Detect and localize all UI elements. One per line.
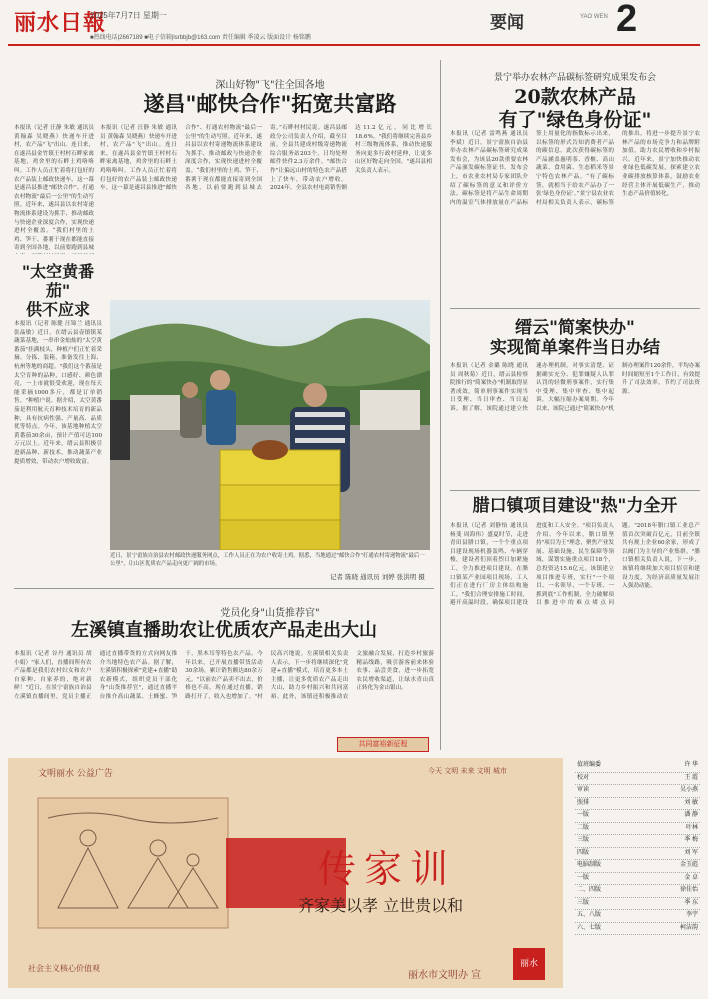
issue-date: 2025年7月7日 星期一 [90,11,167,20]
ad-stamp: 丽水 [513,948,545,980]
public-service-ad [8,758,563,988]
xitan-headline: 左溪镇直播助农让优质农产品走出大山 [71,620,377,641]
suichang-body: 本报讯（记者 汪静 朱敏 通讯员 黄翰森 吴晓燕）快递车开进村，农产品"飞"出山。连日来，在遂昌县金竹镇王村村石畔家禽基地，鸡舍里的石畔土鸡咯咯叫。工作人员正忙着将打包好的农产品装上邮政快递车。这一幕是遂昌县推进"邮快合作"、打通农村物流"最后一公里"的生动写照。近年来，遂昌县以农村寄递物流体系建设为抓手，推动邮政与快递企业深度合作，实现快递进村全覆盖。“我们村里的土鸡、笋干、番薯干现在都能直接寄到全国各地，以前要跑到县城去寄。”石畔村村民说。遂昌县邮政分公司负责人介绍，截至目前，全县共建成村级寄递物流综合服务站203个，日均处理邮件快件2.3万余件。"邮快合作"让偏远山村的特色农产品搭上了快车，带动农户增收。2024年，全县农村电商销售额达11.2亿元，同比增长18.6%。"我们将继续完善县乡村三级物流体系，推动快递服务向更多行政村延伸，让更多山区好物走向全国。"遂昌县相关负责人表示。 [100,125,432,192]
staff-role: 三版 [577,899,590,906]
staff-row [575,773,700,786]
staff-name: 吴小燕 [679,787,698,793]
staff-role: 五、八版 [577,912,602,918]
staff-row [575,885,700,898]
lakou-headline: 腊口镇项目建设"热"力全开 [472,496,678,516]
staff-row [575,810,700,823]
staff-name: 刘 军 [684,849,698,856]
suichang-kicker: 深山好物"飞"往全国各地 [215,80,325,91]
carbon-body: 本报讯（记者 雷鸣燕 通讯员 李斌）近日，景宁畲族自治县举办农林产品碳标签研究成果发布会，为该县20款重要农林产品颁发碳标签证书。发布会上，市农业农村局专家团队介绍了碳标签的意义和评价方法。碳标签是将产品生命周期内的温室气体排放量在产品标签上用量化的指数标示出来，以标签的形式告知消费者产品的碳信息。此次获得碳标签的产品涵盖惠明茶、香榧、高山蔬菜、食用菌、生态稻米等景宁特色农林产品。“有了碳标签，就相当于给农产品办了一张'绿色身份证'。”景宁县农业农村局相关负责人表示，碳标签的推出，将进一步提升景宁农林产品的市场竞争力和品牌附加值，助力农民增收和乡村振兴。近年来，景宁加快推动农业绿色低碳发展，探索建立农业碳排放核算体系，鼓励农业经营主体开展低碳生产，推动生态产品价值转化。 [450,131,700,206]
suichang-body-col1: 本报讯（记者 汪静 朱敏 通讯员 黄翰森 吴晓燕）快递车开进村，农产品"飞"出山。连日来，在遂昌县金竹镇王村村石畔家禽基地，鸡舍里的石畔土鸡咯咯叫。工作人员正忙着将打包好的农产品装上邮政快递车。这一幕是遂昌县推进"邮快合作"、打通农村物流"最后一公里"的生动写照。近年来，遂昌县以农村寄递物流体系建设为抓手，推动邮政与快递企业深度合作，实现快递进村全覆盖。“我们村里的土鸡、笋干、番薯干现在都能直接寄到全国各地，以前要跑到县城 [14,125,94,252]
staff-row [575,760,700,773]
tomato-body: 本报讯（记者 陈健 汪锦兰 通讯员 张晶敏）近日，在缙云县壶镇镇某蔬菜基地，一串串金灿灿的"太空黄番茄"挂满枝头，种植户们正忙着采摘、分拣、装箱，准备发往上海、杭州等地的商超。"我们这个番茄是太空育种的品种，口感好、颜色漂亮，一上市就很受欢迎，现在每天能采摘1000多斤，都是订单销售。"种植户说。据介绍，太空黄番茄是利用航天育种技术培育的新品种，具有抗病性强、产量高、品质优等特点。今年，该基地种植太空黄番茄30余亩，预计产值可达100万元以上。近年来，缙云县积极引进新品种、新技术，推动蔬菜产业提质增效，带动农户增收致富。 [14,321,102,465]
staff-name: 徐佳怡 [679,887,698,893]
staff-role: 二版 [577,824,590,831]
staff-name: 金 卓 [684,874,698,881]
carbon-kicker: 景宁举办农林产品碳标签研究成果发布会 [493,73,656,83]
xitan-body: 本报讯（记者 谷丹 通讯员 胡小娟）"家人们，直播间所有农产品都是我们农村妇女和农户自家种、自家养的，绝对新鲜！"近日，在景宁畲族自治县左溪镇直播间里，党员主播正通过直播带货的方式向网友推介当地特色农产品。据了解，左溪镇积极探索"党建+直播"助农新模式，组织党员干部化身"山货推荐官"，通过直播平台推介高山蔬菜、土蜂蜜、笋干、黑木耳等特色农产品。今年以来，已开展直播带货活动30余场，累计销售额达80余万元。"以前农产品卖不出去，价格也不高，现在通过直播，销路打开了，收入也增加了。"村民高兴地说。左溪镇相关负责人表示，下一步将继续深化"党建+直播"模式，培育更多本土主播，让更多优质农产品走出大山，助力乡村振兴和共同富裕。此外，该镇还积极推动农文旅融合发展，打造乡村旅游精品线路，吸引游客前来体验农事、品尝美食，进一步拓宽农民增收渠道，让绿水青山真正转化为金山银山。 [14,651,434,700]
tomato-headline: "太空黄番茄" 供不应求 [21,262,95,320]
staff-row [575,873,700,886]
masthead-rule [8,44,700,46]
staff-row [575,798,700,811]
ad-footer-right: 丽水市文明办 宣 [408,970,482,981]
staff-row [575,860,700,873]
staff-row [575,823,700,836]
ad-footer-left: 社会主义核心价值观 [28,964,100,973]
staff-name: 刘 敏 [684,799,698,806]
photo-illustration [110,300,430,550]
staff-row [575,848,700,861]
photo-caption: 近日，景宁畲族自治县农村邮政快递服务网点，工作人员正在为农户收寄土鸡。据悉，当地通过"邮快合作"打通农村寄递物流"最后一公里"，让山区优质农产品走向更广阔的市场。 [110,553,425,567]
staff-role: 三版 [577,837,590,843]
staff-role: 电脑制版 [577,862,602,868]
common-prosperity-tag: 共同富裕新征程 [337,737,429,752]
xitan-kicker: 党员化身"山货推荐官" [220,608,320,619]
column-separator [440,60,441,750]
ad-illustration [28,788,238,938]
staff-table [575,760,700,990]
suichang-headline: 遂昌"邮快合作"拓宽共富路 [143,91,397,116]
staff-role: 一版 [577,874,590,881]
divider [14,588,434,589]
lakou-body: 本报讯（记者 刘静怡 通讯员 杨斐 周海伟）盛夏时节，走进青田县腊口镇，一个个重点项目建设现场机器轰鸣、车辆穿梭，建设者们顶着烈日加紧施工，全力推进项目建设。在腊口镇某产业园项目现场，工人们正在进行厂房主体结构施工。"我们合理安排施工时间，避开高温时段，确保项目建设进度和工人安全。"项目负责人介绍。今年以来，腊口镇坚持"项目为王"理念，聚焦产业发展、基础设施、民生保障等领域，谋划实施重点项目18个，总投资达15.6亿元。该镇建立项目推进专班，实行"一个项目、一名领导、一个专班、一抓到底"工作机制，全力破解项目推进中的难点堵点问题。"2018年腊口镇工业总产值首次突破百亿元，目前全镇共有规上企业60余家，形成了以阀门为主导的产业集群。"腊口镇相关负责人说，下一步，该镇将继续加大项目招引和建设力度，为经济高质量发展注入强劲动能。 [450,523,700,607]
staff-name: 李宇 [685,912,698,918]
staff-role: 一版 [577,812,590,818]
staff-row [575,835,700,848]
staff-role: 审读 [577,787,590,793]
contact-info: ■热线电话|2667189 ■电子信箱|lsrbbjb@163.com 责任编辑 季凌云 版面设计 杨铭鹏 [90,35,311,41]
divider [450,490,700,491]
staff-row [575,785,700,798]
page-number: 2 [616,0,638,40]
staff-role: 六、七版 [577,924,602,931]
staff-role: 校对 [577,774,590,781]
ad-right-slogan: 今天 文明 未来 文明 城市 [428,767,507,775]
section-title: 要闻 [490,13,524,33]
photo-credit: 记者 陈晓 通讯员 刘婷 张洪明 摄 [330,573,425,581]
staff-role: 照排 [577,799,590,806]
staff-name: 柯洁韵 [679,924,698,931]
divider [450,308,700,309]
staff-row [575,923,700,936]
staff-name: 王 霞 [684,774,698,781]
staff-name: 金玉彪 [679,862,698,868]
newspaper-logo: 丽水日報 [14,10,107,36]
ad-title: 传家训 [318,847,457,891]
ad-left-slogan: 文明丽水 公益广告 [38,769,113,779]
masthead [0,0,708,40]
news-photo [110,300,430,550]
carbon-headline: 20款农林产品 有了"绿色身份证" [498,86,652,131]
section-pinyin: YAO WEN [580,14,608,20]
jinyun-headline: 缙云"简案快办" 实现简单案件当日办结 [490,318,660,359]
staff-role: 四版 [577,849,590,856]
staff-name: 叶林 [685,824,698,831]
staff-row [575,898,700,911]
staff-name: 季 梅 [684,837,698,843]
staff-name: 许 华 [684,762,698,768]
staff-role: 值班编委 [577,762,602,768]
staff-role: 二、四版 [577,887,602,893]
jinyun-body: 本报讯（记者 金璐 陈晓 通讯员 周秋菊）近日，缙云县检察院推行的"简案快办"机制取得显著成效，简单刑事案件实现当日受理、当日审查、当日起诉。据了解，该院通过建立快速办理机制，对事实清楚、证据确实充分、犯罪嫌疑人认罪认罚的轻微刑事案件，实行集中受理、集中审查、集中起诉，大幅压缩办案周期。今年以来，该院已通过"简案快办"机制办理案件120余件，平均办案时间缩短至1个工作日，有效提升了司法效率，节约了司法资源。 [450,363,700,412]
ad-subtitle: 齐家美以孝 立世贵以和 [298,896,464,915]
staff-row [575,910,700,923]
staff-name: 潘 静 [684,812,698,818]
staff-name: 季 东 [684,899,698,906]
